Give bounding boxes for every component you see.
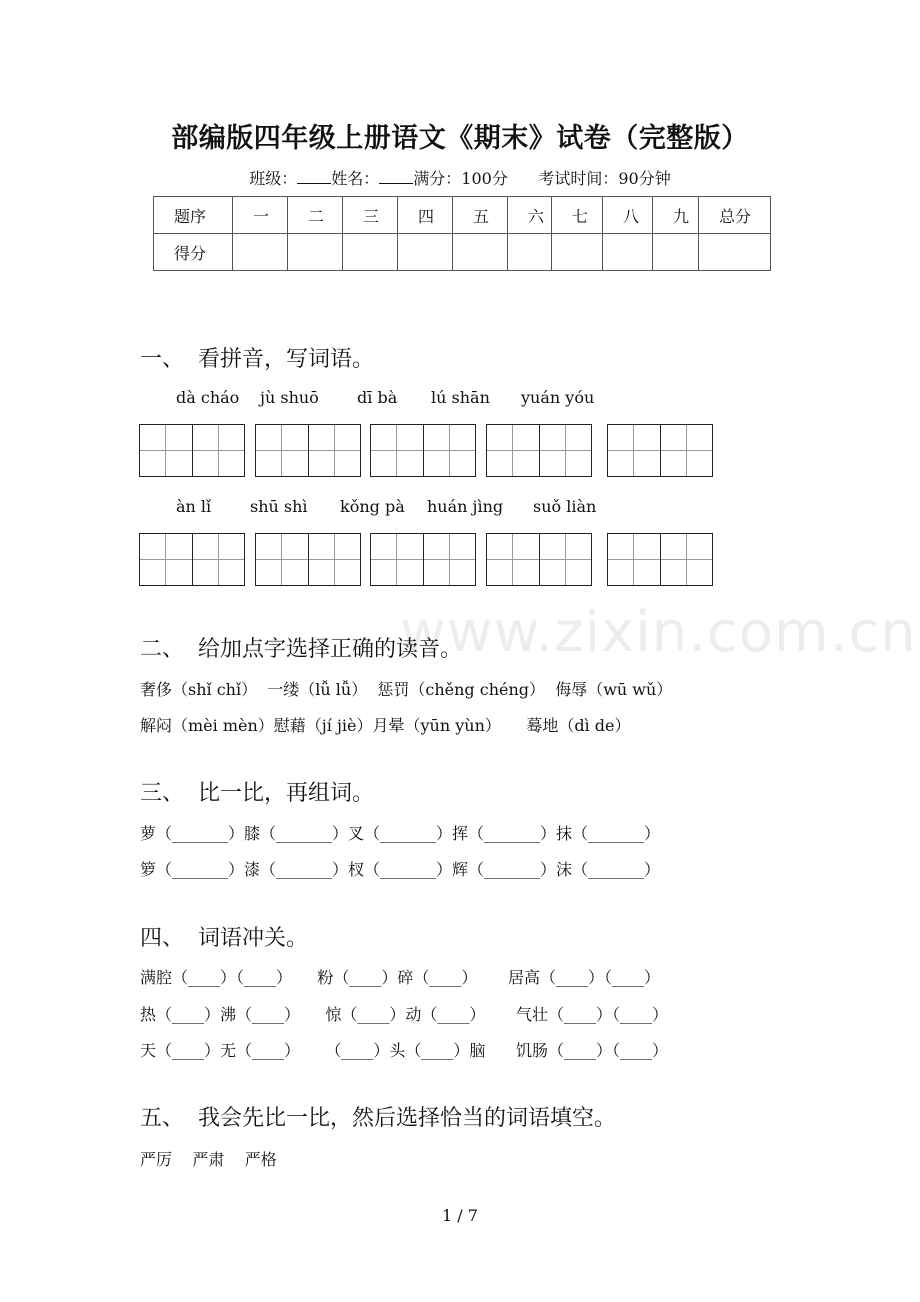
writing-grid[interactable] — [139, 533, 245, 586]
writing-grid[interactable] — [255, 424, 361, 477]
writing-grid[interactable] — [370, 424, 476, 477]
score-cell[interactable] — [343, 234, 398, 271]
question-line: 天（____）无（____） （____）头（____）脑 饥肠（____）（____） — [140, 1041, 668, 1060]
score-table-header — [154, 197, 771, 234]
score-cell[interactable] — [288, 234, 343, 271]
pinyin: àn lǐ — [176, 497, 212, 516]
row-label: 得分 — [154, 234, 233, 271]
writing-grid[interactable] — [370, 533, 476, 586]
section-3-heading: 三、 比一比，再组词。 — [140, 781, 374, 806]
score-cell[interactable] — [398, 234, 453, 271]
page-title: 部编版四年级上册语文《期末》试卷（完整版） — [171, 123, 749, 154]
question-line: 热（____）沸（____） 惊（____）动（____） 气壮（____）（____） — [140, 1005, 668, 1024]
question-line: 奢侈（shǐ chǐ） 一缕（lǚ lǚ） 惩罚（chěng chéng） 侮辱（wū wǔ） — [140, 680, 673, 699]
header-cell: 一 — [233, 197, 288, 234]
score-cell[interactable] — [603, 234, 653, 271]
score-table-row — [154, 234, 771, 271]
score-cell[interactable] — [699, 234, 771, 271]
writing-grid[interactable] — [607, 424, 713, 477]
word-choices: 严厉 严肃 严格 — [140, 1150, 277, 1169]
writing-grid[interactable] — [139, 424, 245, 477]
page-number: 1 / 7 — [442, 1206, 478, 1225]
name-label: 姓名： — [331, 169, 380, 188]
score-cell[interactable] — [453, 234, 508, 271]
header-cell: 二 — [288, 197, 343, 234]
question-line: 萝（_______）膝（_______）叉（_______）挥（_______）抹（_______） — [140, 824, 661, 843]
pinyin: dī bà — [357, 388, 398, 407]
question-line: 箩（_______）漆（_______）杈（_______）辉（_______）沫（_______） — [140, 860, 661, 879]
header-cell: 题序 — [154, 197, 233, 234]
header-cell: 九 — [653, 197, 699, 234]
section-4-heading: 四、 词语冲关。 — [140, 926, 308, 951]
pinyin: lú shān — [431, 388, 490, 407]
score-cell[interactable] — [508, 234, 552, 271]
pinyin: shū shì — [250, 497, 308, 516]
writing-grid[interactable] — [255, 533, 361, 586]
question-line: 解闷（mèi mèn）慰藉（jí jiè）月晕（yūn yùn） 蓦地（dì de） — [140, 716, 631, 735]
score-cell[interactable] — [552, 234, 603, 271]
score-cell[interactable] — [653, 234, 699, 271]
header-cell: 五 — [453, 197, 508, 234]
class-label: 班级： — [249, 169, 298, 188]
name-blank[interactable] — [379, 169, 413, 184]
question-line: 满腔（____）（____） 粉（____）碎（____） 居高（____）（____） — [140, 968, 660, 987]
pinyin: huán jìng — [427, 497, 504, 516]
section-1-heading: 一、 看拼音，写词语。 — [140, 347, 374, 372]
writing-grid[interactable] — [607, 533, 713, 586]
header-cell: 八 — [603, 197, 653, 234]
writing-grid[interactable] — [486, 533, 592, 586]
pinyin: yuán yóu — [521, 388, 595, 407]
full-score: 满分：100分 — [413, 169, 508, 188]
writing-grid[interactable] — [486, 424, 592, 477]
header-cell: 总分 — [699, 197, 771, 234]
watermark: www.zixin.com.cn — [400, 600, 917, 665]
header-cell: 六 — [508, 197, 552, 234]
pinyin: dà cháo — [176, 388, 240, 407]
exam-time: 考试时间：90分钟 — [538, 169, 671, 188]
score-table — [153, 196, 771, 271]
pinyin: kǒng pà — [340, 497, 405, 516]
exam-info — [0, 166, 920, 189]
pinyin: jù shuō — [260, 388, 319, 407]
score-cell[interactable] — [233, 234, 288, 271]
header-cell: 七 — [552, 197, 603, 234]
pinyin: suǒ liàn — [533, 497, 597, 516]
section-2-heading: 二、 给加点字选择正确的读音。 — [140, 637, 462, 662]
class-blank[interactable] — [297, 169, 331, 184]
header-cell: 四 — [398, 197, 453, 234]
section-5-heading: 五、 我会先比一比，然后选择恰当的词语填空。 — [140, 1106, 616, 1131]
header-cell: 三 — [343, 197, 398, 234]
